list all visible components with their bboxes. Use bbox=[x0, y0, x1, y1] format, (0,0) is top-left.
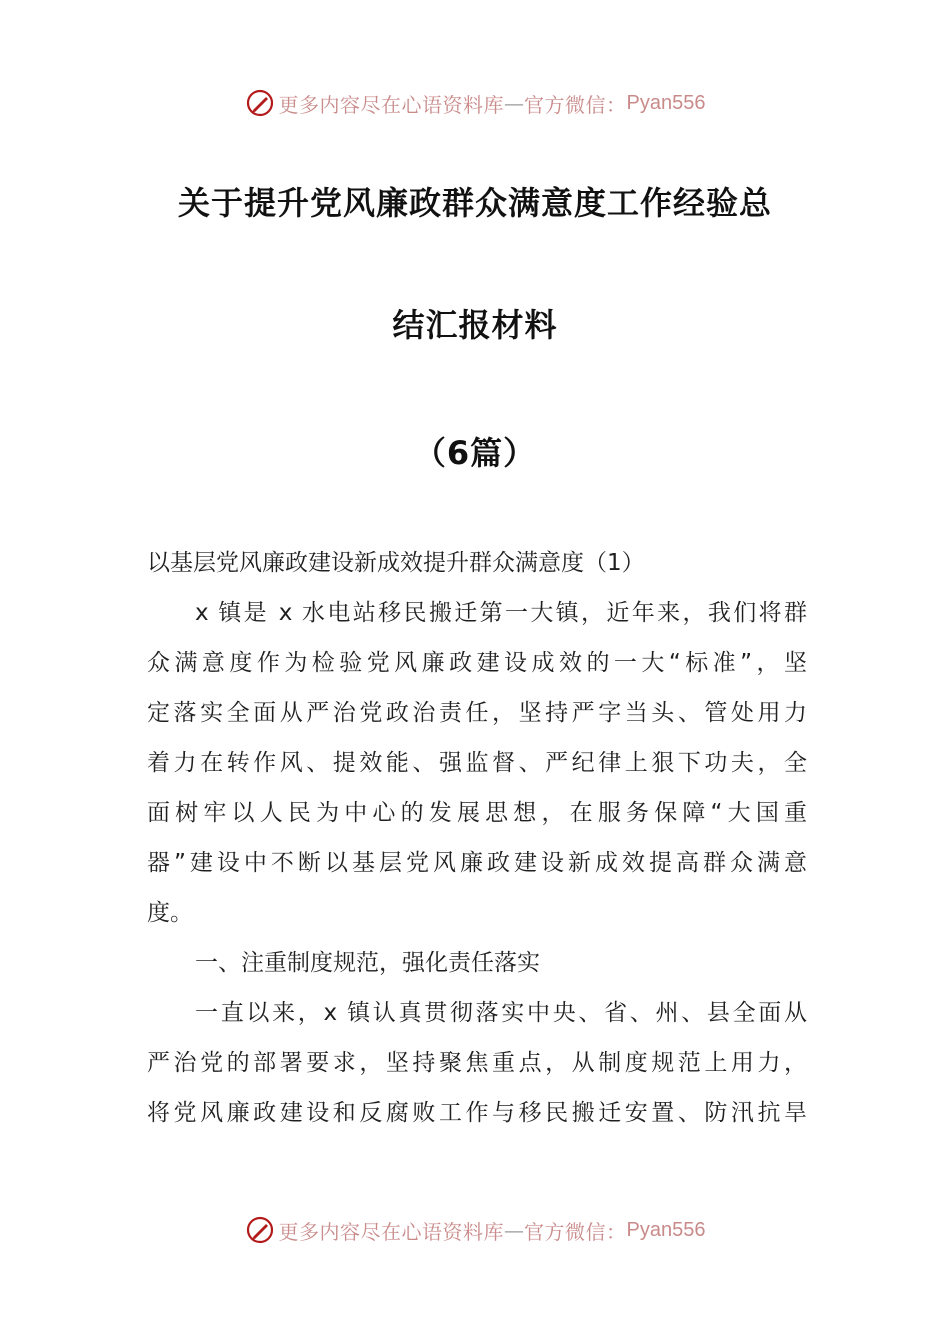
watermark-banner-top bbox=[0, 86, 950, 120]
document-title-line-1: 关于提升党风廉政群众满意度工作经验总 bbox=[177, 184, 772, 222]
watermark-banner-bottom bbox=[0, 1213, 950, 1247]
paragraph-line: x 镇是 x 水电站移民搬迁第一大镇，近年来，我们将群 bbox=[195, 600, 807, 626]
pen-logo-icon bbox=[245, 88, 275, 118]
paragraph-line: 将党风廉政建设和反腐败工作与移民搬迁安置、防汛抗旱 bbox=[147, 1100, 807, 1126]
watermark-wechat-label: 官方微信： bbox=[524, 1219, 627, 1244]
watermark-separator: — bbox=[504, 91, 525, 115]
paragraph-line: 器”建设中不断以基层党风廉政建设新成效提高群众满意 bbox=[147, 850, 807, 876]
paragraph-line: 严治党的部署要求，坚持聚焦重点，从制度规范上用力， bbox=[147, 1050, 807, 1076]
watermark-wechat-label: 官方微信： bbox=[524, 92, 627, 117]
paragraph-line: 众满意度作为检验党风廉政建设成效的一大“标准”，坚 bbox=[147, 650, 807, 676]
section-heading: 以基层党风廉政建设新成效提升群众满意度（1） bbox=[147, 550, 645, 576]
watermark-separator: — bbox=[504, 1218, 525, 1242]
watermark-wechat-id: Pyan556 bbox=[626, 91, 706, 114]
subsection-heading: 一、注重制度规范，强化责任落实 bbox=[195, 950, 540, 976]
watermark-wechat-id: Pyan556 bbox=[626, 1218, 706, 1241]
paragraph-line: 定落实全面从严治党政治责任，坚持严字当头、管处用力 bbox=[147, 700, 807, 726]
paragraph-line: 度。 bbox=[147, 900, 193, 926]
watermark-site-text: 更多内容尽在心语资料库 bbox=[278, 92, 505, 117]
paragraph-line: 着力在转作风、提效能、强监督、严纪律上狠下功夫，全 bbox=[147, 750, 807, 776]
watermark-site-text: 更多内容尽在心语资料库 bbox=[278, 1219, 505, 1244]
document-title-count: （6篇） bbox=[413, 434, 537, 472]
document-title-line-2: 结汇报材料 bbox=[392, 306, 558, 344]
pen-logo-icon bbox=[245, 1215, 275, 1245]
document-body bbox=[147, 538, 807, 1138]
paragraph-line: 一直以来，x 镇认真贯彻落实中央、省、州、县全面从 bbox=[195, 1000, 807, 1026]
paragraph-line: 面树牢以人民为中心的发展思想，在服务保障“大国重 bbox=[147, 800, 807, 826]
